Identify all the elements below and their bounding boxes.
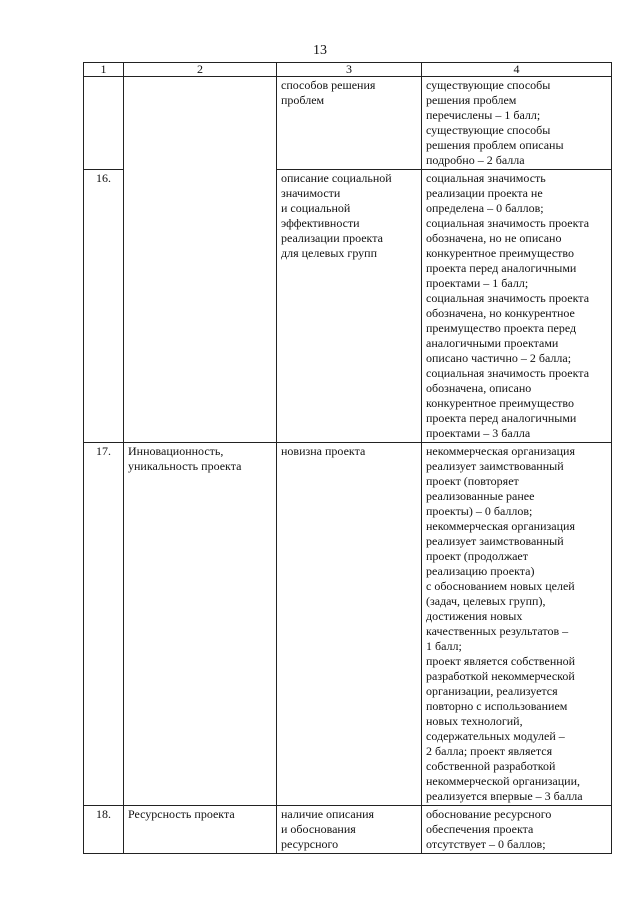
column-header-2: 2 xyxy=(124,63,277,77)
indicator-cell: новизна проекта xyxy=(277,443,422,806)
criteria-table xyxy=(83,62,612,854)
table-row xyxy=(84,806,612,854)
criterion-cell: Ресурсность проекта xyxy=(124,806,277,854)
row-number: 16. xyxy=(84,170,124,443)
criterion-cell: Инновационность, уникальность проекта xyxy=(124,443,277,806)
table-header-row xyxy=(84,63,612,77)
criterion-cell xyxy=(124,77,277,443)
table-row xyxy=(84,77,612,170)
score-cell: некоммерческая организация реализует заимствованный проект (повторяет реализованные ранее проекты) – 0 баллов; некоммерческая организация реализует заимствованный проект (продолжает реализацию проекта) с обоснованием новых целей (задач, целевых групп), достижения новых качественных результатов – 1 балл; проект является собственной разработкой некоммерческой организации, реализуется повторно с использованием новых технологий, содержательных модулей – 2 балла; проект является собственной разработкой некоммерческой организации, реализуется впервые – 3 балла xyxy=(422,443,612,806)
column-header-3: 3 xyxy=(277,63,422,77)
column-header-1: 1 xyxy=(84,63,124,77)
indicator-cell: способов решения проблем xyxy=(277,77,422,170)
column-header-4: 4 xyxy=(422,63,612,77)
row-number: 17. xyxy=(84,443,124,806)
score-cell: существующие способы решения проблем перечислены – 1 балл; существующие способы решения проблем описаны подробно – 2 балла xyxy=(422,77,612,170)
indicator-cell: наличие описания и обоснования ресурсного xyxy=(277,806,422,854)
score-cell: обоснование ресурсного обеспечения проекта отсутствует – 0 баллов; xyxy=(422,806,612,854)
table-row xyxy=(84,443,612,806)
score-cell: социальная значимость реализации проекта не определена – 0 баллов; социальная значимость проекта обозначена, но не описано конкурентное преимущество проекта перед аналогичными проектами – 1 балл; социальная значимость проекта обозначена, но конкурентное преимущество проекта перед аналогичными проектами описано частично – 2 балла; социальная значимость проекта обозначена, описано конкурентное преимущество проекта перед аналогичными проектами – 3 балла xyxy=(422,170,612,443)
indicator-cell: описание социальной значимости и социальной эффективности реализации проекта для целевых групп xyxy=(277,170,422,443)
row-number: 18. xyxy=(84,806,124,854)
page-number: 13 xyxy=(313,43,327,58)
row-number xyxy=(84,77,124,170)
